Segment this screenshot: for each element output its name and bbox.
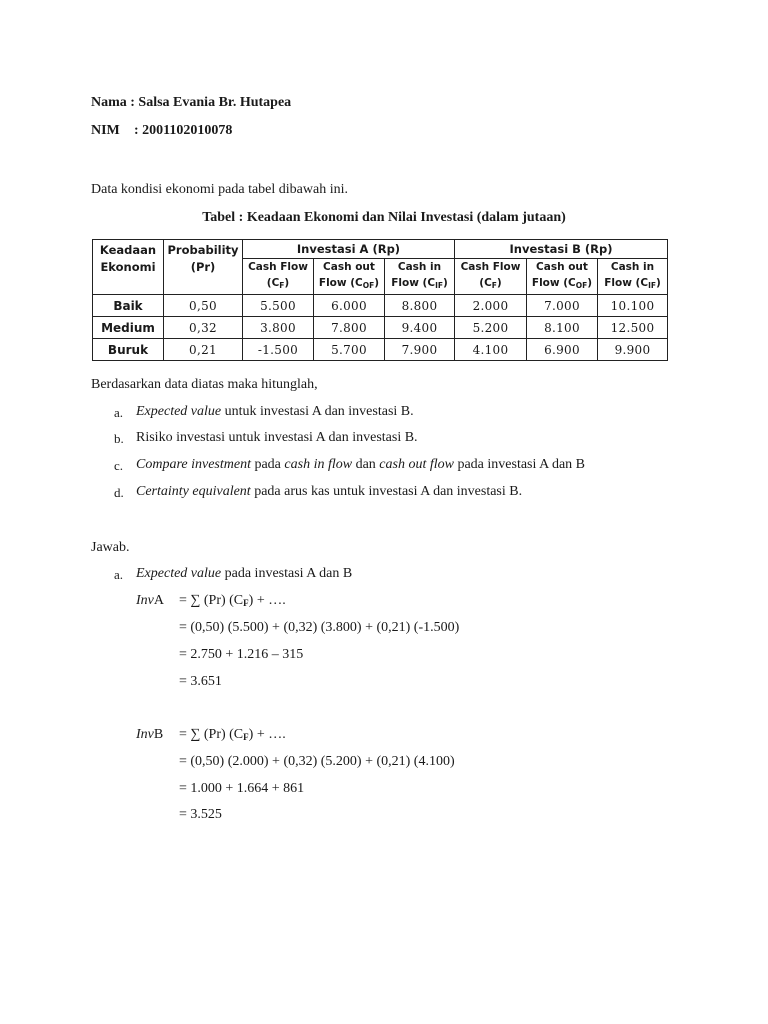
cof-open: Flow (C <box>531 277 576 289</box>
question-c-italic: Compare investment <box>136 457 251 472</box>
cf-close: ) <box>496 277 502 289</box>
row-label: Medium <box>93 317 164 339</box>
subheader-b-cof-line1: Cash out <box>536 261 588 273</box>
subheader-a-cof-line2 <box>314 275 384 294</box>
inva-label <box>136 593 164 609</box>
inva-formula-post: ) + …. <box>248 593 286 608</box>
intro-text: Data kondisi ekonomi pada tabel dibawah ini. <box>91 182 348 197</box>
subheader-b-cif-line1: Cash in <box>610 261 655 273</box>
subheader-b-cash-in-flow <box>598 259 668 295</box>
subheader-a-cof-line1: Cash out <box>323 261 375 273</box>
answer-a-italic: Expected value <box>136 566 222 581</box>
header-probability <box>164 240 243 295</box>
table-row <box>93 339 668 361</box>
cell-b-cof: 8.100 <box>527 317 598 339</box>
question-a <box>136 404 414 420</box>
investment-table <box>92 239 668 361</box>
cof-close: ) <box>587 277 593 289</box>
invb-step-2: = 1.000 + 1.664 + 861 <box>179 781 305 796</box>
cif-sub: IF <box>648 281 656 290</box>
cell-b-cf: 2.000 <box>455 295 527 317</box>
cif-sub: IF <box>435 281 443 290</box>
cof-close: ) <box>374 277 380 289</box>
cell-a-cof: 5.700 <box>314 339 385 361</box>
cell-a-cf: -1.500 <box>243 339 314 361</box>
invb-formula-post: ) + …. <box>248 727 286 742</box>
cell-a-cif: 8.800 <box>385 295 455 317</box>
invb-label-italic: Inv <box>136 727 154 742</box>
cell-b-cf: 4.100 <box>455 339 527 361</box>
subheader-a-cif-line1: Cash in <box>397 261 442 273</box>
question-c-rest3: pada investasi A dan B <box>453 457 586 472</box>
header-investasi-b: Investasi B (Rp) <box>455 240 668 259</box>
nim-label: NIM <box>91 123 120 138</box>
subheader-b-cf-line1: Cash Flow <box>460 261 521 273</box>
invb-result: = 3.525 <box>179 807 222 822</box>
subheader-b-cf-line2 <box>455 275 526 294</box>
cf-close: ) <box>284 277 290 289</box>
nim-value: : 2001102010078 <box>134 123 233 138</box>
inva-formula-sub: F <box>243 598 249 608</box>
question-c-italic2: cash in flow <box>284 457 353 472</box>
cif-open: Flow (C <box>604 277 649 289</box>
answer-heading: Jawab. <box>91 540 130 555</box>
cell-b-cf: 5.200 <box>455 317 527 339</box>
subheader-b-cash-out-flow <box>527 259 598 295</box>
answer-a-rest: pada investasi A dan B <box>221 566 353 581</box>
subheader-b-cash-flow <box>455 259 527 295</box>
cell-a-cof: 7.800 <box>314 317 385 339</box>
question-d <box>136 484 522 500</box>
subheader-a-cif-line2 <box>385 275 454 294</box>
question-b-rest: Risiko investasi untuk investasi A dan investasi B. <box>136 430 418 445</box>
questions-intro: Berdasarkan data diatas maka hitunglah, <box>91 377 318 392</box>
subheader-a-cash-out-flow <box>314 259 385 295</box>
subheader-a-cf-line1: Cash Flow <box>248 261 308 273</box>
question-b <box>136 430 418 446</box>
header-keadaan-line2: Ekonomi <box>100 260 156 274</box>
table-row <box>93 317 668 339</box>
cell-pr: 0,50 <box>164 295 243 317</box>
question-c-rest: pada <box>250 457 285 472</box>
question-c-rest2: dan <box>352 457 380 472</box>
question-a-rest: untuk investasi A dan investasi B. <box>221 404 414 419</box>
cif-close: ) <box>655 277 661 289</box>
question-a-italic: Expected value <box>136 404 222 419</box>
inva-label-rest: A <box>153 593 165 608</box>
cell-b-cif: 10.100 <box>598 295 668 317</box>
invb-step-1: = (0,50) (2.000) + (0,32) (5.200) + (0,21) (4.100) <box>179 754 455 769</box>
cell-b-cif: 9.900 <box>598 339 668 361</box>
question-d-letter: d. <box>114 485 124 500</box>
question-d-italic: Certainty equivalent <box>136 484 251 499</box>
invb-formula <box>179 727 286 743</box>
cell-pr: 0,32 <box>164 317 243 339</box>
invb-label <box>136 727 163 743</box>
cell-b-cof: 7.000 <box>527 295 598 317</box>
inva-formula <box>179 593 286 609</box>
question-a-letter: a. <box>114 405 124 420</box>
cf-open: (C <box>479 277 492 289</box>
inva-step-2: = 2.750 + 1.216 – 315 <box>179 647 304 662</box>
inva-label-italic: Inv <box>136 593 154 608</box>
inva-result: = 3.651 <box>179 674 222 689</box>
question-c-letter: c. <box>114 458 124 473</box>
cof-sub: OF <box>362 281 375 290</box>
header-keadaan-line1: Keadaan <box>99 243 157 257</box>
answer-a-letter: a. <box>114 567 124 582</box>
subheader-b-cof-line2 <box>527 275 597 294</box>
subheader-a-cash-flow <box>243 259 314 295</box>
cf-sub: F <box>491 281 497 290</box>
invb-formula-sub: F <box>243 732 249 742</box>
row-label: Buruk <box>93 339 164 361</box>
inva-step-1: = (0,50) (5.500) + (0,32) (3.800) + (0,21) (-1.500) <box>179 620 460 635</box>
question-b-letter: b. <box>114 431 124 446</box>
answer-a-title <box>136 566 352 582</box>
cell-a-cif: 9.400 <box>385 317 455 339</box>
cell-a-cf: 3.800 <box>243 317 314 339</box>
cof-sub: OF <box>575 281 588 290</box>
question-c <box>136 457 585 473</box>
subheader-a-cash-in-flow <box>385 259 455 295</box>
cell-a-cf: 5.500 <box>243 295 314 317</box>
cell-b-cif: 12.500 <box>598 317 668 339</box>
row-label: Baik <box>93 295 164 317</box>
header-investasi-a: Investasi A (Rp) <box>243 240 455 259</box>
cif-open: Flow (C <box>391 277 436 289</box>
cell-a-cif: 7.900 <box>385 339 455 361</box>
question-c-italic3: cash out flow <box>379 457 454 472</box>
cell-a-cof: 6.000 <box>314 295 385 317</box>
cell-pr: 0,21 <box>164 339 243 361</box>
invb-label-rest: B <box>153 727 164 742</box>
header-probability-line2: (Pr) <box>190 260 216 274</box>
subheader-a-cf-line2 <box>243 275 313 294</box>
student-name: Nama : Salsa Evania Br. Hutapea <box>91 95 292 110</box>
cf-open: (C <box>266 277 280 289</box>
cof-open: Flow (C <box>318 277 363 289</box>
table-row <box>93 295 668 317</box>
cell-b-cof: 6.900 <box>527 339 598 361</box>
inva-formula-pre: = ∑ (Pr) (C <box>179 593 244 608</box>
header-keadaan <box>93 240 164 295</box>
table-caption: Tabel : Keadaan Ekonomi dan Nilai Investasi (dalam jutaan) <box>202 210 566 225</box>
cif-close: ) <box>442 277 448 289</box>
subheader-b-cif-line2 <box>598 275 667 294</box>
invb-formula-pre: = ∑ (Pr) (C <box>179 727 244 742</box>
question-d-rest: pada arus kas untuk investasi A dan investasi B. <box>250 484 523 499</box>
cf-sub: F <box>279 281 285 290</box>
header-probability-line1: Probability <box>167 243 239 257</box>
